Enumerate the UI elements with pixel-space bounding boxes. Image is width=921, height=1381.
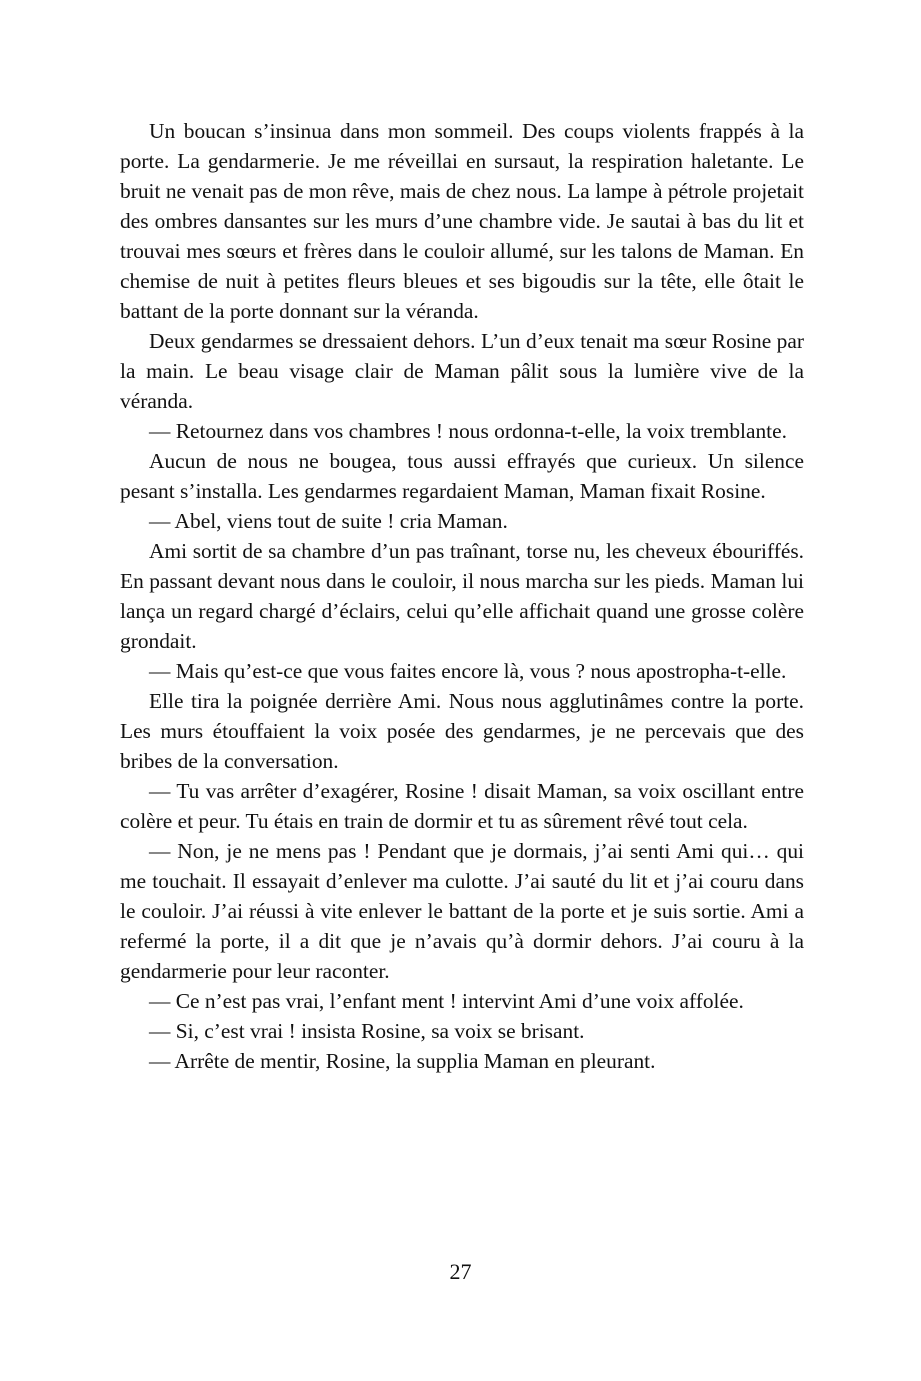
dialogue-line: — Ce n’est pas vrai, l’enfant ment ! intervint Ami d’une voix affolée. [149,989,744,1013]
dialogue-line: — Non, je ne mens pas ! Pendant que je dormais, j’ai senti Ami qui… qui me touchait. Il essayait d’enlever ma culotte. J’ai sauté du lit et j’ai couru dans le couloir. J’ai réussi à vite enlever le battant de la porte et je suis sortie. Ami a refermé la porte, il a dit que je n’avais qu’à dormir dehors. J’ai couru à la gendarmerie pour leur raconter. [120,839,804,983]
dialogue-line: — Mais qu’est-ce que vous faites encore là, vous ? nous apostropha-t-elle. [149,659,787,683]
body-text [120,116,804,1076]
paragraph: Ami sortit de sa chambre d’un pas traînant, torse nu, les cheveux ébouriffés. En passant devant nous dans le couloir, il nous marcha sur les pieds. Maman lui lança un regard chargé d’éclairs, celui qu’elle affichait quand une grosse colère grondait. [120,539,804,653]
dialogue-line: — Retournez dans vos chambres ! nous ordonna-t-elle, la voix tremblante. [149,419,787,443]
dialogue-line: — Tu vas arrêter d’exagérer, Rosine ! disait Maman, sa voix oscillant entre colère et peur. Tu étais en train de dormir et tu as sûrement rêvé tout cela. [120,779,804,833]
dialogue-line: — Arrête de mentir, Rosine, la supplia Maman en pleurant. [149,1049,656,1073]
dialogue-line: — Si, c’est vrai ! insista Rosine, sa voix se brisant. [149,1019,585,1043]
page-number: 27 [449,1259,472,1284]
paragraph: Aucun de nous ne bougea, tous aussi effrayés que curieux. Un silence pesant s’installa. Les gendarmes regardaient Maman, Maman fixait Rosine. [120,449,804,503]
paragraph: Elle tira la poignée derrière Ami. Nous nous agglutinâmes contre la porte. Les murs étouffaient la voix posée des gendarmes, je ne percevais que des bribes de la conversation. [120,689,804,773]
dialogue-line: — Abel, viens tout de suite ! cria Maman. [149,509,508,533]
paragraph: Deux gendarmes se dressaient dehors. L’un d’eux tenait ma sœur Rosine par la main. Le beau visage clair de Maman pâlit sous la lumière vive de la véranda. [120,329,804,413]
paragraph: Un boucan s’insinua dans mon sommeil. Des coups violents frappés à la porte. La gendarmerie. Je me réveillai en sursaut, la respiration haletante. Le bruit ne venait pas de mon rêve, mais de chez nous. La lampe à pétrole projetait des ombres dansantes sur les murs d’une chambre vide. Je sautai à bas du lit et trouvai mes sœurs et frères dans le couloir allumé, sur les talons de Maman. En chemise de nuit à petites fleurs bleues et ses bigoudis sur la tête, elle ôtait le battant de la porte donnant sur la véranda. [120,119,804,323]
